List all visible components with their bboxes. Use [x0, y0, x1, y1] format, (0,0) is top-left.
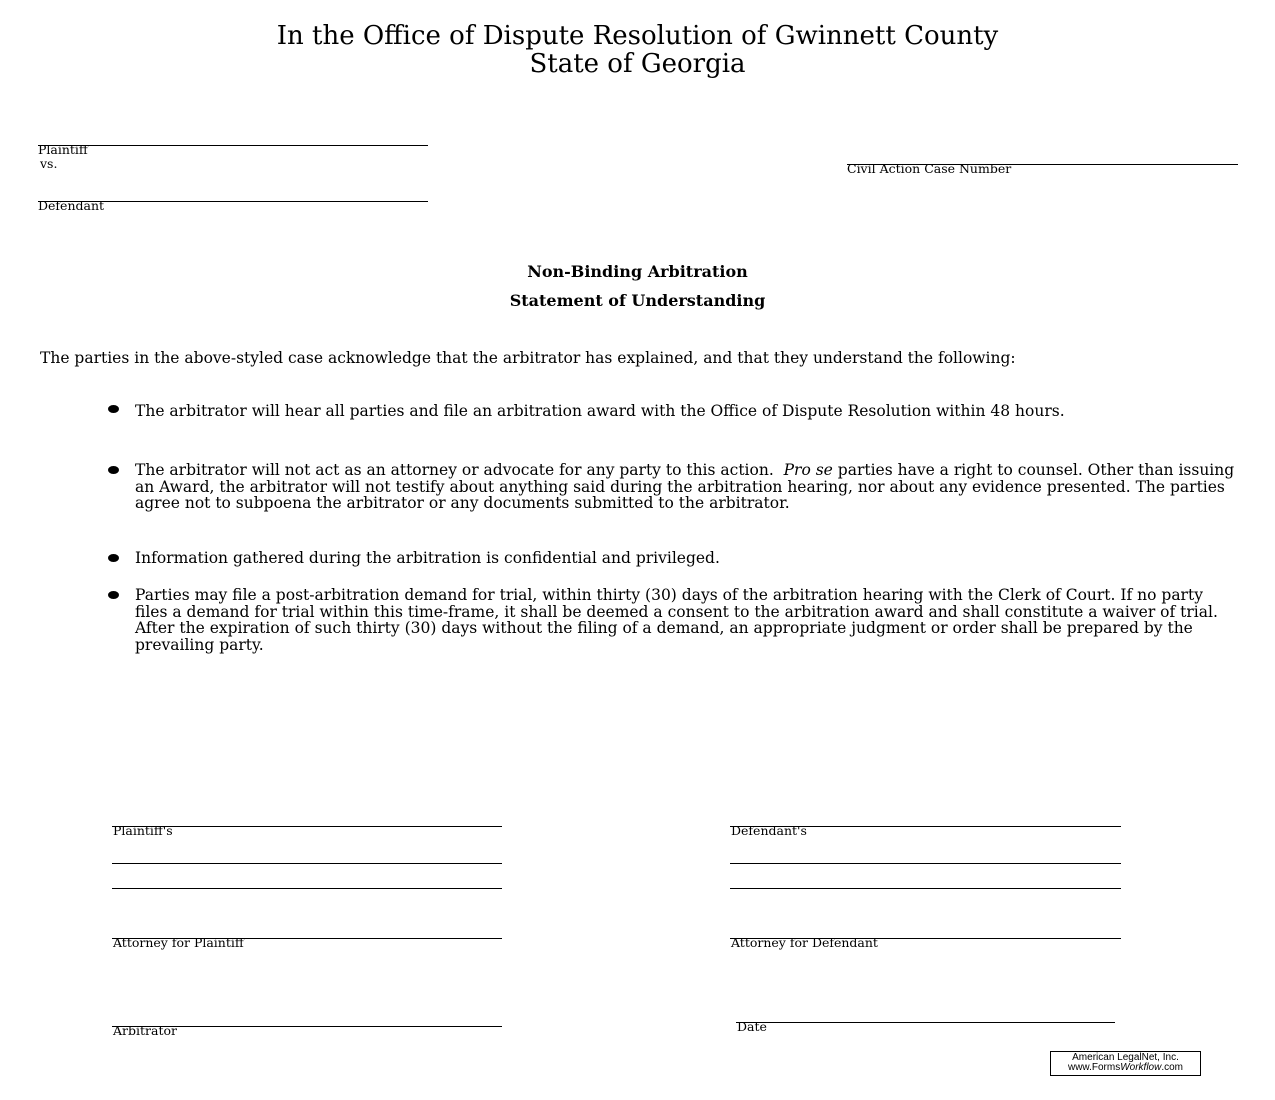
bullet-3-text: Information gathered during the arbitration is confidential and privileged.: [135, 549, 720, 567]
attorney-plaintiff-label: Attorney for Plaintiff: [113, 935, 244, 950]
document-subtitle: Statement of Understanding: [509, 291, 766, 310]
plaintiffs-label: Plaintiff's: [113, 823, 173, 838]
bullet-icon: [108, 466, 119, 474]
intro-paragraph: The parties in the above-styled case acknowledge that the arbitrator has explained, and that they understand the following:: [40, 349, 1016, 367]
bullet-4-text: Parties may file a post-arbitration demand for trial, within thirty (30) days of the arbitration hearing with the Clerk of Court. If no party files a demand for trial within this time-frame, it shall be deemed a consent to the arbitration award and shall constitute a waiver of trial. After the expiration of such thirty (30) days without the filing of a demand, an appropriate judgment or order shall be prepared by the prevailing party.: [135, 586, 1218, 654]
attorney-defendant-label: Attorney for Defendant: [731, 935, 878, 950]
defendants-label: Defendant's: [731, 823, 807, 838]
vs-label: vs.: [40, 156, 58, 171]
bullet-2-post: parties have a right to counsel. Other than issuing an Award, the arbitrator will not testify about anything said during the arbitration hearing, nor about any evidence presented. The parties agree not to subpoena the arbitrator or any documents submitted to the arbitrator.: [135, 461, 1235, 512]
bullet-2-text: [135, 462, 1235, 512]
publisher-stamp: [1050, 1051, 1201, 1076]
arbitrator-label: Arbitrator: [113, 1023, 177, 1038]
plaintiff-line-3[interactable]: [112, 888, 502, 889]
defendant-line-2[interactable]: [730, 863, 1121, 864]
bullet-2-pre: The arbitrator will not act as an attorney or advocate for any party to this action.: [135, 461, 774, 479]
bullet-icon: [108, 405, 119, 413]
publisher-url: www.FormsWorkflow.com: [1067, 1062, 1184, 1073]
date-line[interactable]: [736, 1022, 1115, 1023]
date-label: Date: [737, 1019, 767, 1034]
plaintiff-line-2[interactable]: [112, 863, 502, 864]
header-title-line2: State of Georgia: [529, 49, 746, 79]
pro-se-italic: Pro se: [783, 461, 833, 479]
header-title-line1: In the Office of Dispute Resolution of Gwinnett County: [276, 21, 999, 51]
defendant-line-3[interactable]: [730, 888, 1121, 889]
defendant-label: Defendant: [38, 198, 105, 213]
document-title: Non-Binding Arbitration: [527, 262, 748, 281]
bullet-1-text: The arbitrator will hear all parties and file an arbitration award with the Office of Dispute Resolution within 48 hours.: [135, 402, 1065, 420]
case-number-label: Civil Action Case Number: [847, 161, 1012, 176]
plaintiff-line[interactable]: [38, 145, 428, 146]
bullet-icon: [108, 591, 119, 599]
bullet-icon: [108, 554, 119, 562]
publisher-company: American LegalNet, Inc.: [1072, 1052, 1179, 1063]
plaintiff-label: Plaintiff: [38, 142, 88, 157]
